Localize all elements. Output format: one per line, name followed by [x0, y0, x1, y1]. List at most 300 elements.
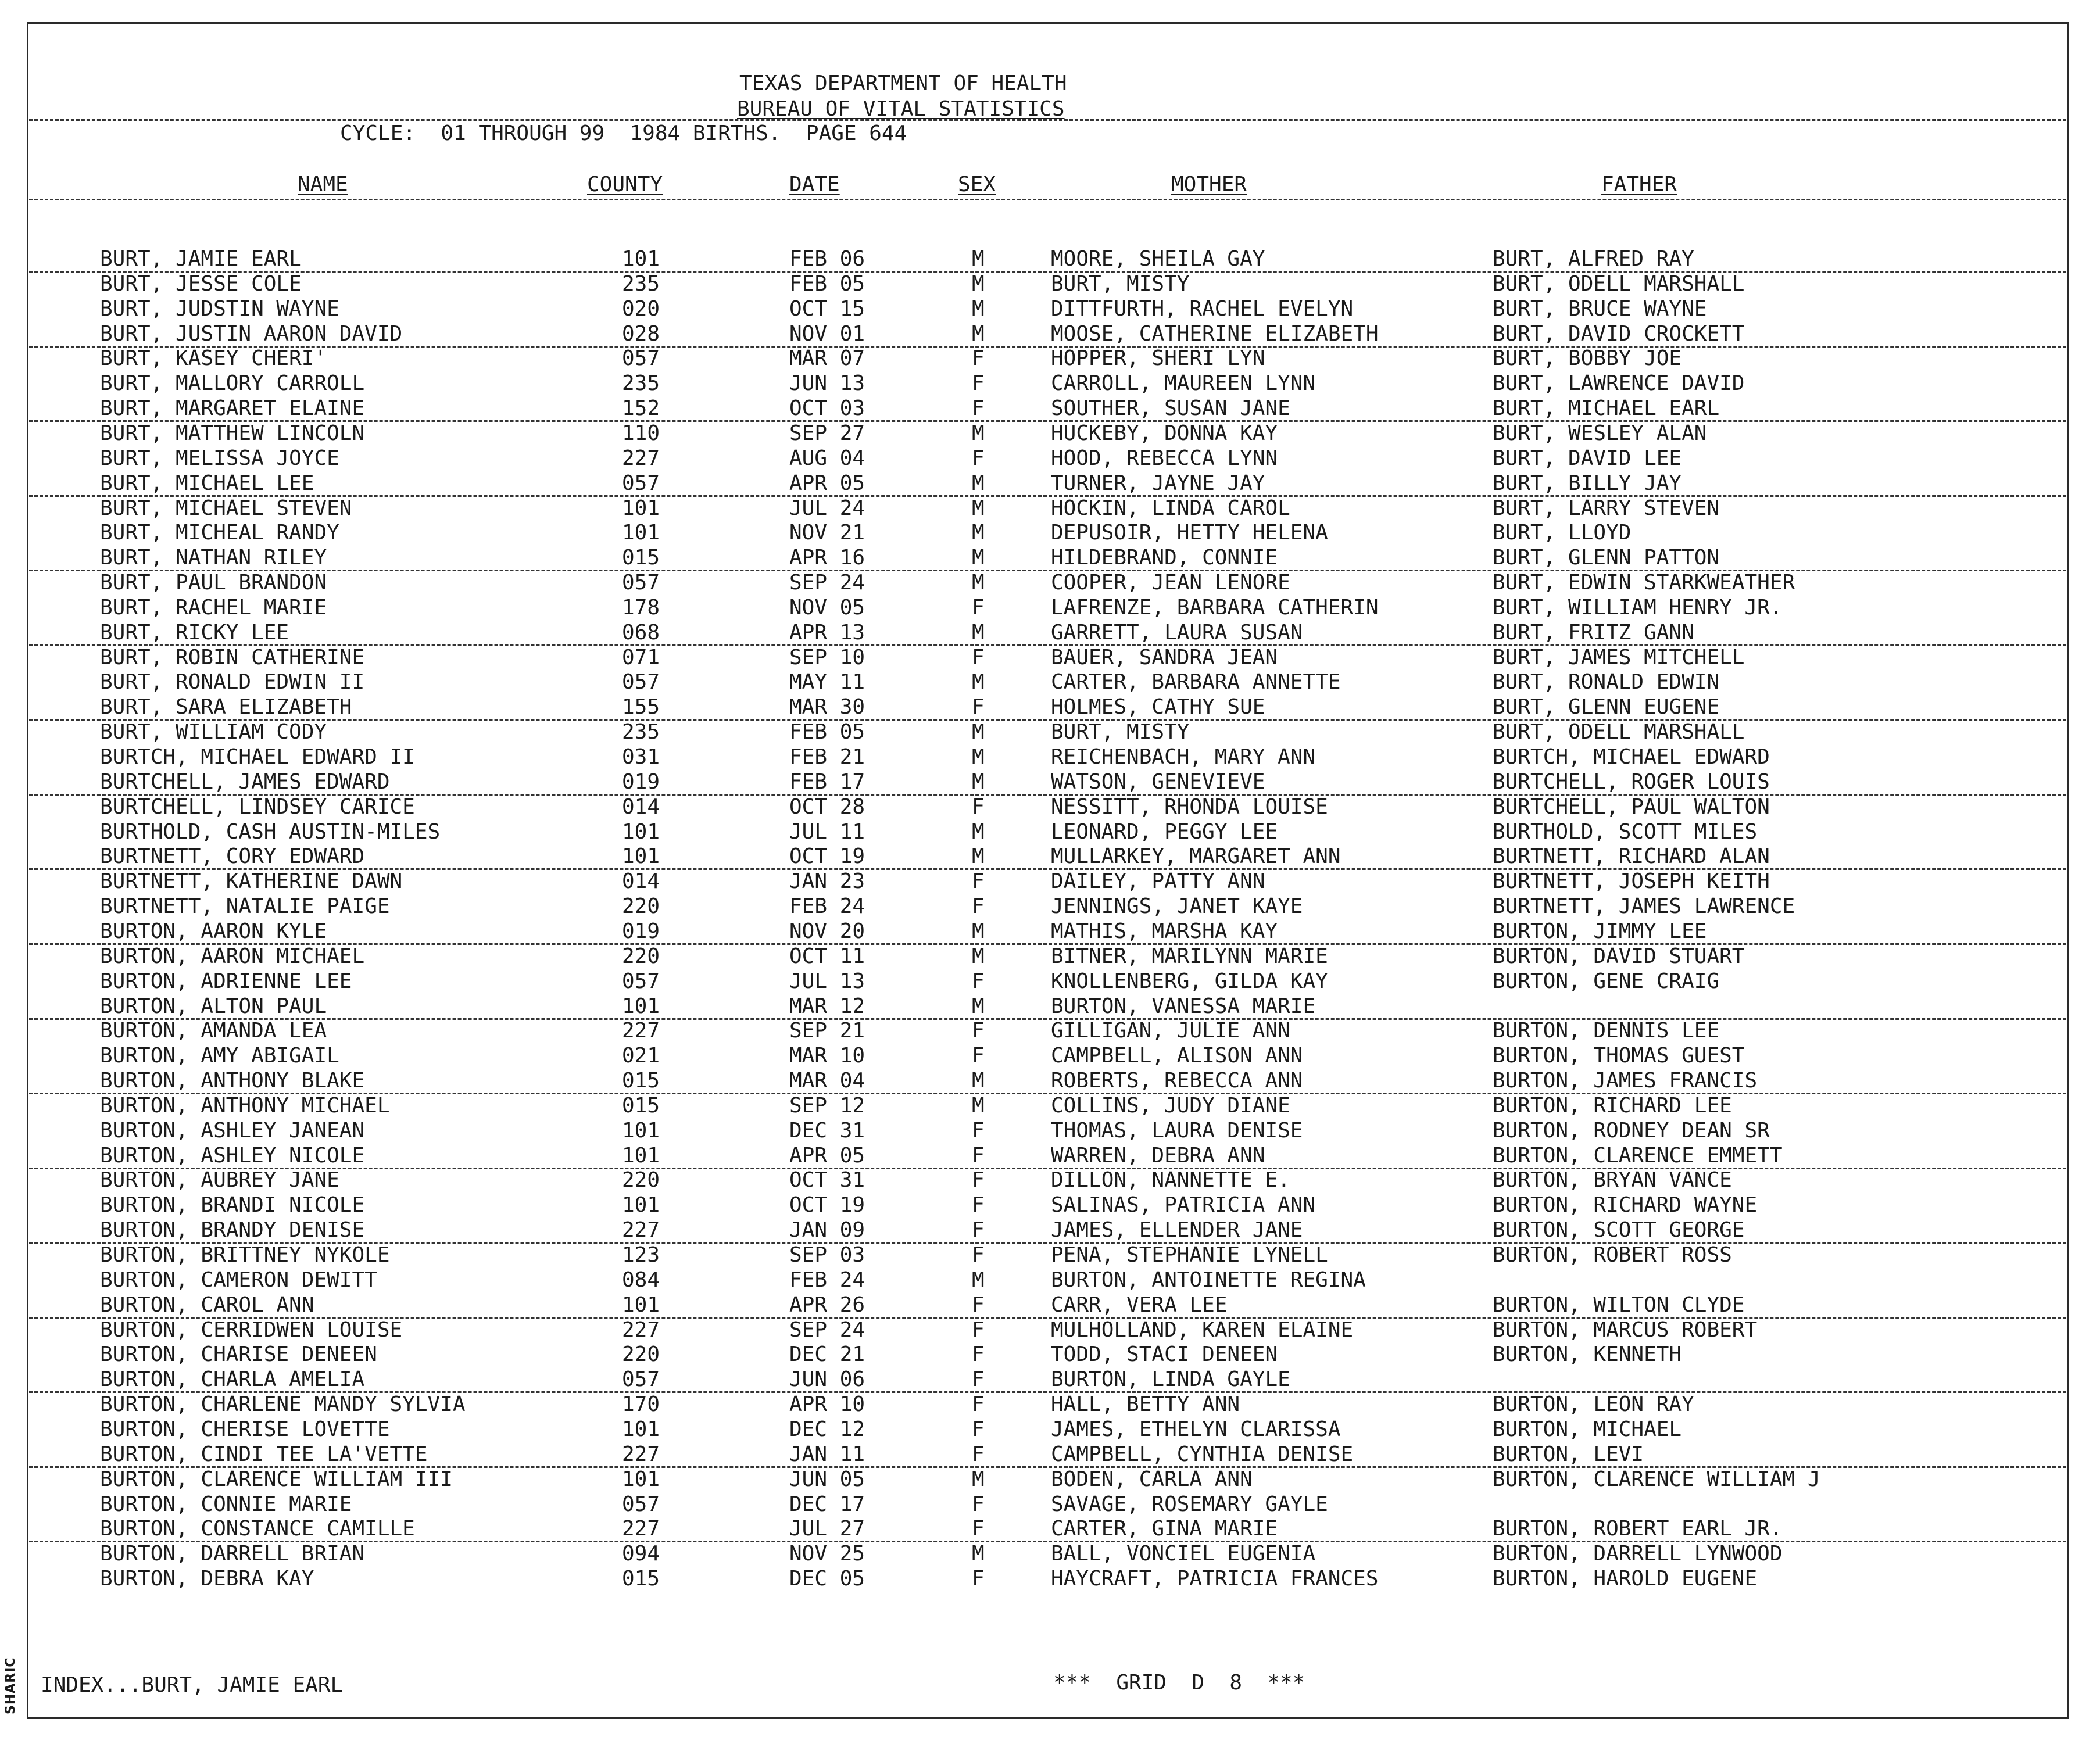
cell-name: BURT, MICHAEL LEE — [100, 471, 314, 495]
cell-mother: DAILEY, PATTY ANN — [1051, 869, 1265, 894]
cell-county: 220 — [622, 1168, 660, 1192]
cell-date: NOV 20 — [789, 919, 865, 943]
cell-sex: F — [972, 1342, 985, 1367]
cell-mother: SAVAGE, ROSEMARY GAYLE — [1051, 1492, 1328, 1516]
cell-date: DEC 31 — [789, 1118, 865, 1143]
cell-father: BURTON, DARRELL LYNWOOD — [1493, 1542, 1783, 1566]
cell-sex: F — [972, 1243, 985, 1267]
table-row — [0, 1170, 2100, 1194]
cell-county: 101 — [622, 994, 660, 1018]
cell-father: BURT, ODELL MARSHALL — [1493, 271, 1745, 296]
table-row — [0, 249, 2100, 273]
cell-sex: M — [972, 496, 985, 520]
column-header-county: COUNTY — [587, 173, 663, 196]
row-group-rule — [29, 719, 2066, 721]
cell-mother: CAMPBELL, ALISON ANN — [1051, 1044, 1303, 1068]
table-row — [0, 398, 2100, 422]
cell-mother: CARR, VERA LEE — [1051, 1292, 1228, 1317]
cell-sex: M — [972, 247, 985, 271]
table-row — [0, 1444, 2100, 1469]
cell-father: BURTON, JAMES FRANCIS — [1493, 1069, 1758, 1093]
cell-name: BURT, MICHAEL STEVEN — [100, 496, 352, 520]
cell-sex: F — [972, 695, 985, 719]
header-rule — [29, 119, 2066, 121]
cell-mother: PENA, STEPHANIE LYNELL — [1051, 1243, 1328, 1267]
cell-county: 123 — [622, 1243, 660, 1267]
cell-name: BURTCHELL, JAMES EDWARD — [100, 769, 390, 794]
cell-mother: HILDEBRAND, CONNIE — [1051, 546, 1278, 570]
table-row — [0, 722, 2100, 746]
cell-father: BURTCH, MICHAEL EDWARD — [1493, 745, 1770, 769]
cell-father: BURTON, SCOTT GEORGE — [1493, 1218, 1745, 1242]
cell-sex: F — [972, 1143, 985, 1168]
cell-date: DEC 21 — [789, 1342, 865, 1367]
cell-name: BURT, RONALD EDWIN II — [100, 670, 365, 694]
cell-father: BURTON, MICHAEL — [1493, 1417, 1682, 1441]
cell-county: 220 — [622, 1342, 660, 1367]
cell-date: FEB 24 — [789, 894, 865, 919]
cell-name: BURTON, AARON KYLE — [100, 919, 327, 943]
cell-father: BURTON, ROBERT ROSS — [1493, 1243, 1732, 1267]
cell-sex: M — [972, 471, 985, 495]
cell-name: BURT, RICKY LEE — [100, 620, 289, 644]
cell-name: BURTNETT, NATALIE PAIGE — [100, 894, 390, 919]
cell-father: BURT, GLENN PATTON — [1493, 546, 1720, 570]
table-row — [0, 321, 2100, 348]
cell-sex: F — [972, 1168, 985, 1192]
table-row — [0, 946, 2100, 971]
table-row — [0, 473, 2100, 497]
cell-father: BURTON, MARCUS ROBERT — [1493, 1317, 1758, 1342]
cell-date: MAR 07 — [789, 346, 865, 371]
cell-mother: SALINAS, PATRICIA ANN — [1051, 1193, 1316, 1217]
cell-sex: M — [972, 1467, 985, 1491]
cell-father: BURT, WESLEY ALAN — [1493, 421, 1707, 445]
table-row — [0, 1369, 2100, 1394]
cell-mother: CAMPBELL, CYNTHIA DENISE — [1051, 1442, 1354, 1466]
cell-sex: F — [972, 346, 985, 371]
cell-father: BURTCHELL, ROGER LOUIS — [1493, 769, 1770, 794]
table-row — [0, 697, 2100, 721]
table-row — [0, 271, 2100, 298]
cell-name: BURTON, CONSTANCE CAMILLE — [100, 1517, 415, 1541]
cell-sex: F — [972, 1567, 985, 1591]
cell-name: BURTON, CERRIDWEN LOUISE — [100, 1317, 403, 1342]
cell-mother: BITNER, MARILYNN MARIE — [1051, 944, 1328, 968]
cell-date: OCT 31 — [789, 1168, 865, 1192]
cell-father: BURT, MICHAEL EARL — [1493, 396, 1720, 421]
cell-county: 235 — [622, 720, 660, 744]
cell-name: BURTON, AARON MICHAEL — [100, 944, 365, 968]
cell-date: MAY 11 — [789, 670, 865, 694]
cell-name: BURTON, ASHLEY NICOLE — [100, 1143, 365, 1168]
cell-name: BURT, MELISSA JOYCE — [100, 446, 339, 470]
cell-sex: M — [972, 1542, 985, 1566]
cell-father: BURT, ALFRED RAY — [1493, 247, 1694, 271]
table-row — [0, 819, 2100, 846]
cell-name: BURT, MATTHEW LINCOLN — [100, 421, 365, 445]
cell-mother: LAFRENZE, BARBARA CATHERIN — [1051, 595, 1379, 619]
cell-date: APR 05 — [789, 1143, 865, 1168]
cell-name: BURTON, CHARLENE MANDY SYLVIA — [100, 1392, 466, 1417]
cell-sex: F — [972, 1442, 985, 1466]
cell-sex: M — [972, 769, 985, 794]
cell-county: 101 — [622, 1417, 660, 1441]
bureau-title: BUREAU OF VITAL STATISTICS — [737, 97, 1065, 121]
cell-father: BURT, BOBBY JOE — [1493, 346, 1682, 371]
cell-father: BURTON, DAVID STUART — [1493, 944, 1745, 968]
cell-mother: BURTON, LINDA GAYLE — [1051, 1367, 1290, 1392]
cell-father: BURTON, ROBERT EARL JR. — [1493, 1517, 1783, 1541]
cell-father: BURTON, RODNEY DEAN SR — [1493, 1118, 1770, 1143]
cell-sex: M — [972, 521, 985, 545]
cell-name: BURTON, CHARLA AMELIA — [100, 1367, 365, 1392]
cell-name: BURTON, AMANDA LEA — [100, 1019, 327, 1043]
table-row — [0, 1070, 2100, 1095]
table-row — [0, 1494, 2100, 1519]
cell-county: 101 — [622, 1193, 660, 1217]
cell-county: 178 — [622, 595, 660, 619]
cell-county: 084 — [622, 1267, 660, 1292]
cell-mother: HALL, BETTY ANN — [1051, 1392, 1240, 1417]
cell-mother: JAMES, ELLENDER JANE — [1051, 1218, 1303, 1242]
cell-mother: CARTER, GINA MARIE — [1051, 1517, 1278, 1541]
column-header-name: NAME — [298, 173, 348, 196]
column-header-date: DATE — [789, 173, 840, 196]
cell-date: JAN 09 — [789, 1218, 865, 1242]
cell-mother: BAUER, SANDRA JEAN — [1051, 645, 1278, 669]
cell-sex: M — [972, 994, 985, 1018]
table-row — [0, 1245, 2100, 1269]
cell-county: 057 — [622, 969, 660, 993]
cell-county: 101 — [622, 844, 660, 869]
table-row — [0, 1394, 2100, 1419]
cell-sex: M — [972, 919, 985, 943]
table-row — [0, 448, 2100, 472]
cell-sex: F — [972, 645, 985, 669]
cell-mother: REICHENBACH, MARY ANN — [1051, 745, 1316, 769]
cell-father: BURTON, LEVI — [1493, 1442, 1644, 1466]
cell-name: BURT, MALLORY CARROLL — [100, 371, 365, 396]
cell-county: 014 — [622, 869, 660, 894]
cell-date: NOV 21 — [789, 521, 865, 545]
cell-sex: F — [972, 1044, 985, 1068]
cell-name: BURTON, CHERISE LOVETTE — [100, 1417, 390, 1441]
table-row — [0, 1317, 2100, 1344]
cell-father: BURT, WILLIAM HENRY JR. — [1493, 595, 1783, 619]
table-row — [0, 373, 2100, 397]
cell-county: 170 — [622, 1392, 660, 1417]
agency-title: TEXAS DEPARTMENT OF HEALTH — [739, 71, 1067, 95]
cell-father: BURT, EDWIN STARKWEATHER — [1493, 571, 1795, 595]
cell-mother: COOPER, JEAN LENORE — [1051, 571, 1290, 595]
cell-mother: BURTON, VANESSA MARIE — [1051, 994, 1316, 1018]
cell-date: MAR 12 — [789, 994, 865, 1018]
cell-date: APR 05 — [789, 471, 865, 495]
cell-date: FEB 05 — [789, 271, 865, 296]
cell-county: 152 — [622, 396, 660, 421]
cell-name: BURTON, ANTHONY BLAKE — [100, 1069, 365, 1093]
cell-sex: F — [972, 1218, 985, 1242]
cell-name: BURTNETT, CORY EDWARD — [100, 844, 365, 869]
cell-date: FEB 05 — [789, 720, 865, 744]
table-row — [0, 1145, 2100, 1170]
table-row — [0, 1469, 2100, 1494]
table-row — [0, 547, 2100, 572]
cell-date: MAR 30 — [789, 695, 865, 719]
cell-county: 227 — [622, 1317, 660, 1342]
cell-mother: NESSITT, RHONDA LOUISE — [1051, 794, 1328, 819]
cell-mother: GILLIGAN, JULIE ANN — [1051, 1019, 1290, 1043]
table-row — [0, 996, 2100, 1020]
cell-county: 101 — [622, 1143, 660, 1168]
cell-county: 019 — [622, 919, 660, 943]
cell-date: OCT 03 — [789, 396, 865, 421]
cell-mother: MULLARKEY, MARGARET ANN — [1051, 844, 1341, 869]
cell-name: BURT, WILLIAM CODY — [100, 720, 327, 744]
cell-father: BURTON, BRYAN VANCE — [1493, 1168, 1732, 1192]
cell-county: 019 — [622, 769, 660, 794]
cell-name: BURTON, CHARISE DENEEN — [100, 1342, 377, 1367]
cell-date: DEC 05 — [789, 1567, 865, 1591]
cell-mother: MOOSE, CATHERINE ELIZABETH — [1051, 321, 1379, 346]
table-row — [0, 1544, 2100, 1568]
cell-sex: M — [972, 720, 985, 744]
cell-mother: BURT, MISTY — [1051, 271, 1190, 296]
cell-mother: WARREN, DEBRA ANN — [1051, 1143, 1265, 1168]
cell-mother: JAMES, ETHELYN CLARISSA — [1051, 1417, 1341, 1441]
cell-father: BURTON, HAROLD EUGENE — [1493, 1567, 1758, 1591]
cell-date: FEB 24 — [789, 1267, 865, 1292]
cell-name: BURT, ROBIN CATHERINE — [100, 645, 365, 669]
cell-mother: HOPPER, SHERI LYN — [1051, 346, 1265, 371]
footer-index: INDEX...BURT, JAMIE EARL — [41, 1673, 344, 1697]
table-row — [0, 896, 2100, 921]
cell-father: BURTON, CLARENCE WILLIAM J — [1493, 1467, 1820, 1491]
footer-grid: *** GRID D 8 *** — [1053, 1671, 1305, 1695]
table-row — [0, 846, 2100, 871]
cell-county: 101 — [622, 496, 660, 520]
cycle-line: CYCLE: 01 THROUGH 99 1984 BIRTHS. PAGE 644 — [340, 121, 907, 145]
cell-name: BURTON, CLARENCE WILLIAM III — [100, 1467, 453, 1491]
cell-date: MAR 04 — [789, 1069, 865, 1093]
table-row — [0, 747, 2100, 771]
cell-name: BURTHOLD, CASH AUSTIN-MILES — [100, 819, 441, 844]
cell-date: APR 26 — [789, 1292, 865, 1317]
cell-sex: M — [972, 1093, 985, 1118]
cell-date: OCT 28 — [789, 794, 865, 819]
cell-mother: SOUTHER, SUSAN JANE — [1051, 396, 1290, 421]
cell-sex: F — [972, 794, 985, 819]
cell-name: BURTON, ADRIENNE LEE — [100, 969, 352, 993]
cell-father: BURT, LAWRENCE DAVID — [1493, 371, 1745, 396]
column-header-mother: MOTHER — [1171, 173, 1247, 196]
row-group-rule — [29, 271, 2066, 273]
cell-mother: BURT, MISTY — [1051, 720, 1190, 744]
cell-mother: JENNINGS, JANET KAYE — [1051, 894, 1303, 919]
cell-mother: DITTFURTH, RACHEL EVELYN — [1051, 296, 1354, 321]
cell-date: JUL 13 — [789, 969, 865, 993]
table-row — [0, 1045, 2100, 1070]
cell-county: 101 — [622, 1292, 660, 1317]
cell-date: JUL 24 — [789, 496, 865, 520]
cell-date: FEB 21 — [789, 745, 865, 769]
cell-date: SEP 27 — [789, 421, 865, 445]
cell-county: 227 — [622, 446, 660, 470]
cell-sex: M — [972, 421, 985, 445]
table-row — [0, 296, 2100, 323]
cell-name: BURTON, BRANDI NICOLE — [100, 1193, 365, 1217]
cell-mother: THOMAS, LAURA DENISE — [1051, 1118, 1303, 1143]
cell-name: BURTON, CAROL ANN — [100, 1292, 314, 1317]
cell-county: 155 — [622, 695, 660, 719]
cell-sex: M — [972, 546, 985, 570]
cell-county: 094 — [622, 1542, 660, 1566]
cell-father: BURTNETT, JOSEPH KEITH — [1493, 869, 1770, 894]
cell-name: BURTCHELL, LINDSEY CARICE — [100, 794, 415, 819]
cell-date: SEP 24 — [789, 571, 865, 595]
cell-county: 227 — [622, 1517, 660, 1541]
cell-name: BURT, JAMIE EARL — [100, 247, 302, 271]
column-header-sex: SEX — [958, 173, 996, 196]
cell-date: JAN 23 — [789, 869, 865, 894]
cell-father: BURTON, RICHARD WAYNE — [1493, 1193, 1758, 1217]
cell-mother: CARROLL, MAUREEN LYNN — [1051, 371, 1316, 396]
row-group-rule — [29, 346, 2066, 348]
cell-father: BURTON, WILTON CLYDE — [1493, 1292, 1745, 1317]
cell-sex: M — [972, 844, 985, 869]
cell-date: NOV 05 — [789, 595, 865, 619]
cell-name: BURTON, AUBREY JANE — [100, 1168, 339, 1192]
cell-date: NOV 25 — [789, 1542, 865, 1566]
cell-date: JUL 27 — [789, 1517, 865, 1541]
cell-county: 071 — [622, 645, 660, 669]
cell-name: BURT, SARA ELIZABETH — [100, 695, 352, 719]
cell-date: AUG 04 — [789, 446, 865, 470]
cell-county: 110 — [622, 421, 660, 445]
cell-mother: BALL, VONCIEL EUGENIA — [1051, 1542, 1316, 1566]
cell-mother: HOOD, REBECCA LYNN — [1051, 446, 1278, 470]
cell-sex: F — [972, 446, 985, 470]
cell-date: OCT 15 — [789, 296, 865, 321]
cell-county: 235 — [622, 271, 660, 296]
cell-county: 101 — [622, 1118, 660, 1143]
cell-sex: F — [972, 1517, 985, 1541]
cell-mother: TODD, STACI DENEEN — [1051, 1342, 1278, 1367]
cell-sex: M — [972, 745, 985, 769]
cell-date: APR 16 — [789, 546, 865, 570]
cell-name: BURTON, BRANDY DENISE — [100, 1218, 365, 1242]
table-row — [0, 769, 2100, 796]
cell-date: JUL 11 — [789, 819, 865, 844]
column-header-rule — [29, 199, 2066, 200]
cell-sex: F — [972, 969, 985, 993]
cell-name: BURTON, BRITTNEY NYKOLE — [100, 1243, 390, 1267]
cell-sex: M — [972, 1069, 985, 1093]
cell-father: BURTON, KENNETH — [1493, 1342, 1682, 1367]
cell-name: BURT, JESSE COLE — [100, 271, 302, 296]
cell-date: JAN 11 — [789, 1442, 865, 1466]
table-row — [0, 1292, 2100, 1319]
cell-father: BURTON, JIMMY LEE — [1493, 919, 1707, 943]
cell-county: 020 — [622, 296, 660, 321]
cell-name: BURT, PAUL BRANDON — [100, 571, 327, 595]
column-header-father: FATHER — [1601, 173, 1677, 196]
table-row — [0, 1267, 2100, 1294]
table-row — [0, 572, 2100, 597]
cell-county: 057 — [622, 471, 660, 495]
cell-name: BURTON, ANTHONY MICHAEL — [100, 1093, 390, 1118]
cell-father: BURT, DAVID CROCKETT — [1493, 321, 1745, 346]
table-row — [0, 1419, 2100, 1444]
cell-sex: F — [972, 1417, 985, 1441]
cell-father: BURTHOLD, SCOTT MILES — [1493, 819, 1758, 844]
cell-mother: BURTON, ANTOINETTE REGINA — [1051, 1267, 1366, 1292]
cell-mother: LEONARD, PEGGY LEE — [1051, 819, 1278, 844]
table-row — [0, 1220, 2100, 1244]
cell-mother: CARTER, BARBARA ANNETTE — [1051, 670, 1341, 694]
cell-name: BURT, KASEY CHERI' — [100, 346, 327, 371]
cell-name: BURTON, CAMERON DEWITT — [100, 1267, 377, 1292]
cell-date: FEB 17 — [789, 769, 865, 794]
cell-date: JUN 05 — [789, 1467, 865, 1491]
table-row — [0, 622, 2100, 647]
cell-county: 227 — [622, 1442, 660, 1466]
cell-sex: M — [972, 296, 985, 321]
cell-date: SEP 24 — [789, 1317, 865, 1342]
cell-mother: HUCKEBY, DONNA KAY — [1051, 421, 1278, 445]
cell-sex: M — [972, 1267, 985, 1292]
cell-county: 101 — [622, 247, 660, 271]
cell-father: BURTNETT, RICHARD ALAN — [1493, 844, 1770, 869]
cell-mother: HAYCRAFT, PATRICIA FRANCES — [1051, 1567, 1379, 1591]
cell-father: BURTCHELL, PAUL WALTON — [1493, 794, 1770, 819]
table-row — [0, 794, 2100, 821]
cell-date: DEC 12 — [789, 1417, 865, 1441]
cell-father: BURTON, THOMAS GUEST — [1493, 1044, 1745, 1068]
cell-sex: M — [972, 670, 985, 694]
table-row — [0, 672, 2100, 696]
cell-county: 220 — [622, 894, 660, 919]
cell-name: BURTCH, MICHAEL EDWARD II — [100, 745, 415, 769]
cell-county: 015 — [622, 1093, 660, 1118]
cell-date: SEP 10 — [789, 645, 865, 669]
table-row — [0, 1095, 2100, 1120]
cell-sex: F — [972, 371, 985, 396]
table-row — [0, 921, 2100, 946]
cell-mother: GARRETT, LAURA SUSAN — [1051, 620, 1303, 644]
cell-father: BURT, FRITZ GANN — [1493, 620, 1694, 644]
cell-sex: F — [972, 894, 985, 919]
cell-name: BURTON, ASHLEY JANEAN — [100, 1118, 365, 1143]
cell-name: BURTON, DARRELL BRIAN — [100, 1542, 365, 1566]
cell-date: JUN 13 — [789, 371, 865, 396]
cell-mother: MOORE, SHEILA GAY — [1051, 247, 1265, 271]
cell-mother: MULHOLLAND, KAREN ELAINE — [1051, 1317, 1354, 1342]
cell-date: APR 13 — [789, 620, 865, 644]
cell-name: BURT, NATHAN RILEY — [100, 546, 327, 570]
cell-father: BURT, BILLY JAY — [1493, 471, 1682, 495]
cell-name: BURT, RACHEL MARIE — [100, 595, 327, 619]
cell-father: BURTON, DENNIS LEE — [1493, 1019, 1720, 1043]
cell-father: BURTON, LEON RAY — [1493, 1392, 1694, 1417]
side-label: SHARIC — [3, 1657, 18, 1714]
table-row — [0, 1020, 2100, 1045]
cell-name: BURTON, CINDI TEE LA'VETTE — [100, 1442, 428, 1466]
cell-mother: KNOLLENBERG, GILDA KAY — [1051, 969, 1328, 993]
cell-father: BURT, BRUCE WAYNE — [1493, 296, 1707, 321]
cell-mother: TURNER, JAYNE JAY — [1051, 471, 1265, 495]
